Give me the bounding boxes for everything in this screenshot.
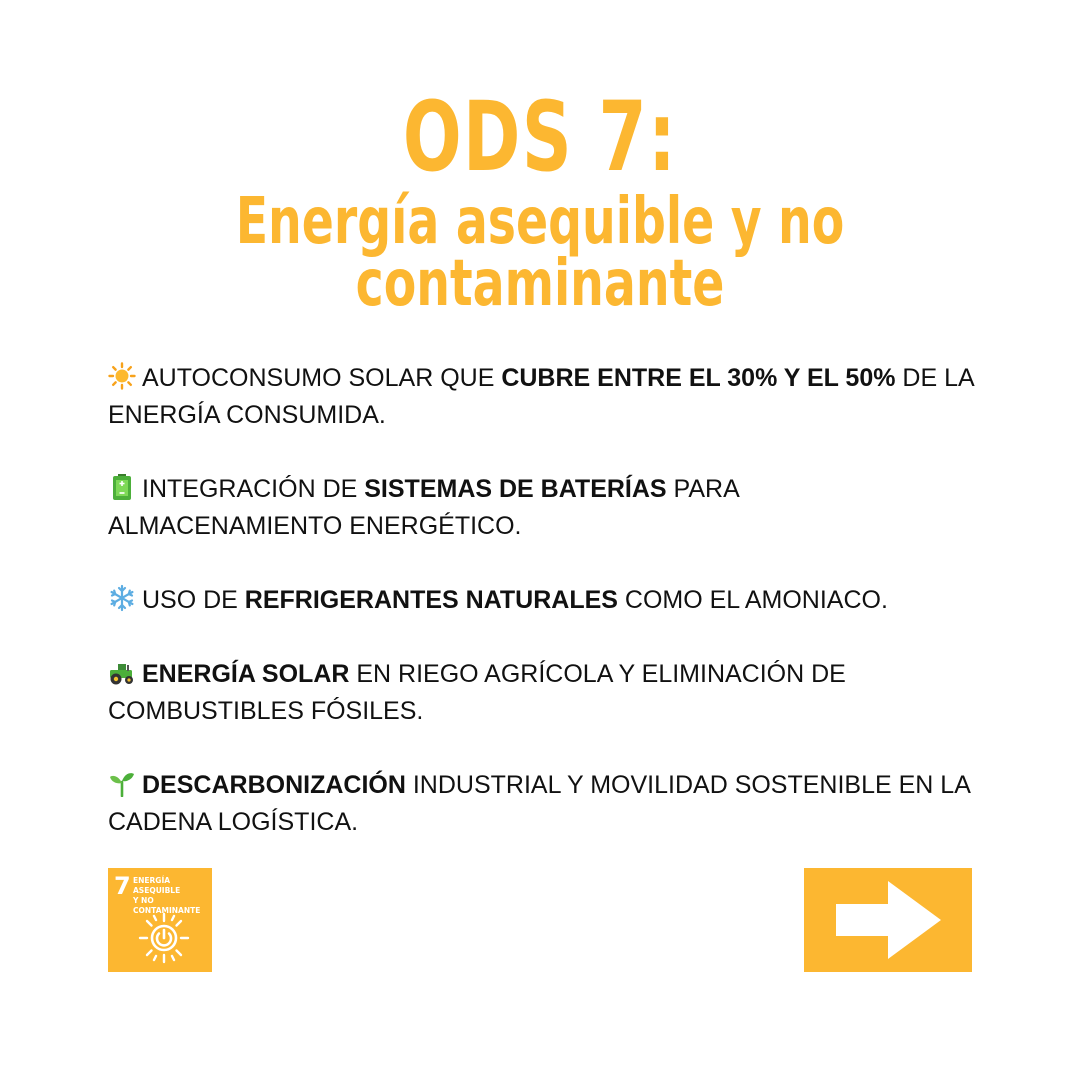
sdg-label-line2: Y NO CONTAMINANTE [133, 896, 201, 915]
tractor-icon [108, 658, 136, 686]
sdg-number: 7 [114, 872, 131, 900]
title-block [0, 81, 1080, 321]
item-text: INDUSTRIAL Y MOVILIDAD SOSTENIBLE EN LA CADENA LOGÍSTICA. [108, 771, 970, 836]
list-item [108, 656, 978, 730]
measures-list [108, 360, 978, 878]
item-highlight: ENERGÍA SOLAR [142, 660, 350, 688]
sdg7-sun-power-icon [138, 912, 190, 964]
seedling-icon [108, 769, 136, 797]
item-highlight: REFRIGERANTES NATURALES [244, 586, 618, 614]
item-text: COMO EL AMONIACO. [617, 586, 888, 614]
list-item [108, 582, 978, 619]
page-subtitle-line1: Energía asequible y no [235, 185, 845, 259]
sdg-label-line1: ENERGÍA ASEQUIBLE [133, 876, 181, 895]
page-subtitle-line2: contaminante [355, 247, 725, 321]
sun-icon [108, 362, 136, 390]
next-button[interactable] [804, 868, 972, 972]
snowflake-icon [108, 584, 136, 612]
item-text: USO DE [142, 586, 245, 614]
sdg-label [133, 876, 211, 916]
item-text: DE LA ENERGÍA CONSUMIDA. [108, 364, 974, 429]
item-text: INTEGRACIÓN DE [142, 475, 365, 503]
page-title: ODS 7: [402, 81, 678, 193]
sdg7-badge [108, 868, 212, 972]
item-highlight: DESCARBONIZACIÓN [142, 771, 406, 799]
right-arrow-icon [834, 878, 944, 962]
item-highlight: SISTEMAS DE BATERÍAS [364, 475, 667, 503]
item-highlight: CUBRE ENTRE EL 30% Y EL 50% [501, 364, 896, 392]
list-item [108, 767, 978, 841]
list-item [108, 471, 978, 545]
item-text: PARA ALMACENAMIENTO ENERGÉTICO. [108, 475, 739, 540]
battery-icon [108, 473, 136, 501]
item-text: AUTOCONSUMO SOLAR QUE [142, 364, 502, 392]
list-item [108, 360, 978, 434]
item-text: EN RIEGO AGRÍCOLA Y ELIMINACIÓN DE COMBUSTIBLES FÓSILES. [108, 660, 846, 725]
